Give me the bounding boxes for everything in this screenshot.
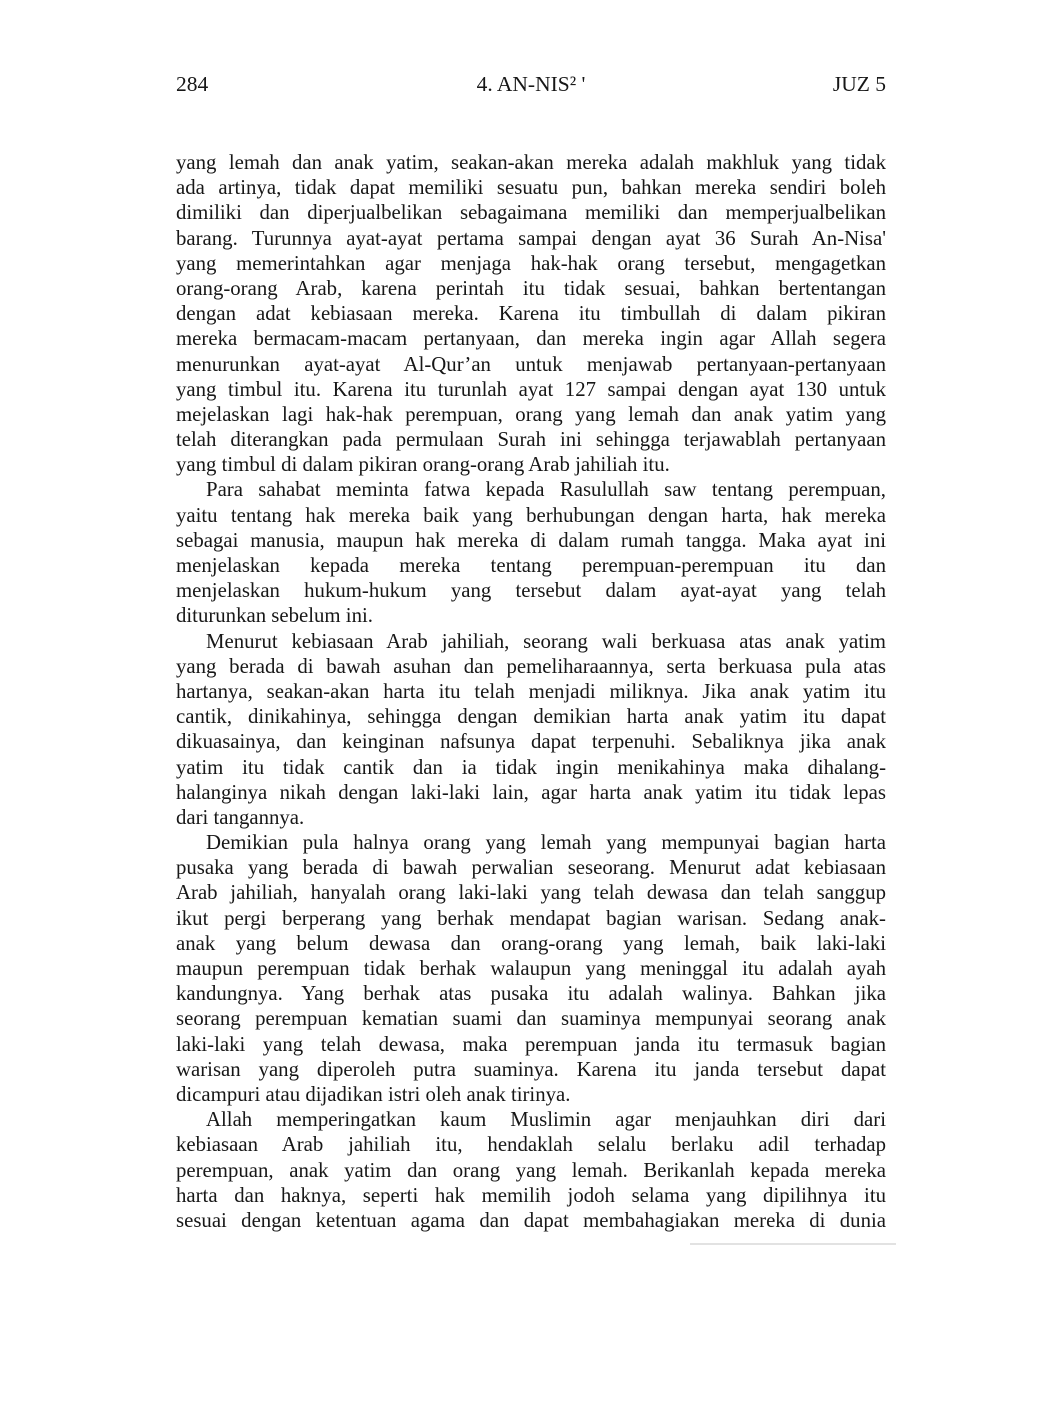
body-text	[176, 150, 886, 1233]
text-line: pusaka yang berada di bawah perwalian seseorang. Menurut adat kebiasaan	[176, 856, 886, 880]
text-line: yang berada di bawah asuhan dan pemeliharaannya, serta berkuasa pula atas	[176, 654, 886, 678]
text-line: ikut pergi berperang yang berhak mendapat bagian warisan. Sedang anak-	[176, 906, 886, 930]
text-line: yang lemah dan anak yatim, seakan-akan mereka adalah makhluk yang tidak	[176, 151, 886, 174]
text-line: diturunkan sebelum ini.	[176, 604, 373, 628]
text-line: cantik, dinikahinya, sehingga dengan demikian harta anak yatim itu dapat	[176, 705, 886, 729]
text-line: ada artinya, tidak dapat memiliki sesuatu pun, bahkan mereka sendiri boleh	[176, 176, 886, 200]
surah-title: 4. AN-NIS² '	[476, 72, 586, 96]
text-line: menurunkan ayat-ayat Al-Qur’an untuk menjawab pertanyaan-pertanyaan	[176, 352, 886, 376]
juz-label: JUZ 5	[832, 72, 886, 96]
page-header	[176, 71, 886, 99]
text-line: mejelaskan lagi hak-hak perempuan, orang yang lemah dan anak yatim yang	[176, 402, 886, 426]
text-line: yaitu tentang hak mereka baik yang berhubungan dengan harta, hak mereka	[176, 503, 886, 527]
text-line: Para sahabat meminta fatwa kepada Rasulullah saw tentang perempuan,	[206, 478, 886, 502]
text-line: laki-laki yang telah dewasa, maka perempuan janda itu termasuk bagian	[176, 1032, 886, 1056]
text-line: menjelaskan hukum-hukum yang tersebut dalam ayat-ayat yang telah	[176, 579, 886, 603]
text-line: menjelaskan kepada mereka tentang perempuan-perempuan itu dan	[176, 554, 886, 577]
text-line: kebiasaan Arab jahiliah itu, hendaklah selalu berlaku adil terhadap	[176, 1133, 886, 1157]
text-line: yang memerintahkan agar menjaga hak-hak orang tersebut, mengagetkan	[176, 251, 886, 275]
text-line: yang timbul itu. Karena itu turunlah ayat 127 sampai dengan ayat 130 untuk	[176, 377, 886, 401]
text-line: dimiliki dan diperjualbelikan sebagaimana memiliki dan memperjualbelikan	[176, 201, 886, 225]
text-line: dengan adat kebiasaan mereka. Karena itu timbullah di dalam pikiran	[176, 302, 886, 326]
text-line: dikuasainya, dan keinginan nafsunya dapat terpenuhi. Sebaliknya jika anak	[176, 730, 886, 754]
page-number: 284	[176, 72, 209, 96]
text-line: barang. Turunnya ayat-ayat pertama sampai dengan ayat 36 Surah An-Nisa'	[176, 226, 886, 250]
text-line: maupun perempuan tidak berhak walaupun yang meninggal itu adalah ayah	[176, 957, 886, 980]
text-line: seorang perempuan kematian suami dan suaminya mempunyai seorang anak	[176, 1007, 886, 1031]
text-line: warisan yang diperoleh putra suaminya. Karena itu janda tersebut dapat	[176, 1057, 886, 1081]
text-line: harta dan haknya, seperti hak memilih jodoh selama yang dipilihnya itu	[176, 1183, 886, 1207]
text-line: kandungnya. Yang berhak atas pusaka itu adalah walinya. Bahkan jika	[176, 982, 886, 1006]
text-line: Menurut kebiasaan Arab jahiliah, seorang wali berkuasa atas anak yatim	[206, 629, 886, 653]
text-line: hartanya, seakan-akan harta itu telah menjadi miliknya. Jika anak yatim itu	[176, 679, 886, 703]
text-line: telah diterangkan pada permulaan Surah ini sehingga terjawablah pertanyaan	[176, 428, 886, 452]
text-line: dari tangannya.	[176, 805, 305, 829]
text-line: perempuan, anak yatim dan orang yang lemah. Berikanlah kepada mereka	[176, 1158, 886, 1182]
text-line: Demikian pula halnya orang yang lemah yang mempunyai bagian harta	[206, 831, 886, 855]
text-line: sebagai manusia, maupun hak mereka di dalam rumah tangga. Maka ayat ini	[176, 528, 886, 552]
text-line: sesuai dengan ketentuan agama dan dapat membahagiakan mereka di dunia	[176, 1208, 886, 1232]
scan-artifact-line	[690, 1243, 896, 1245]
text-line: yang timbul di dalam pikiran orang-orang Arab jahiliah itu.	[176, 453, 670, 477]
text-line: anak yang belum dewasa dan orang-orang yang lemah, baik laki-laki	[176, 931, 886, 955]
text-line: dicampuri atau dijadikan istri oleh anak tirinya.	[176, 1082, 571, 1106]
text-line: mereka bermacam-macam pertanyaan, dan mereka ingin agar Allah segera	[176, 327, 886, 351]
text-line: orang-orang Arab, karena perintah itu tidak sesuai, bahkan bertentangan	[176, 276, 886, 300]
text-line: halanginya nikah dengan laki-laki lain, agar harta anak yatim itu tidak lepas	[176, 780, 886, 804]
text-line: Allah memperingatkan kaum Muslimin agar menjauhkan diri dari	[206, 1108, 886, 1132]
text-line: yatim itu tidak cantik dan ia tidak ingin menikahinya maka dihalang-	[176, 755, 886, 779]
text-line: Arab jahiliah, hanyalah orang laki-laki yang telah dewasa dan telah sanggup	[176, 881, 886, 905]
